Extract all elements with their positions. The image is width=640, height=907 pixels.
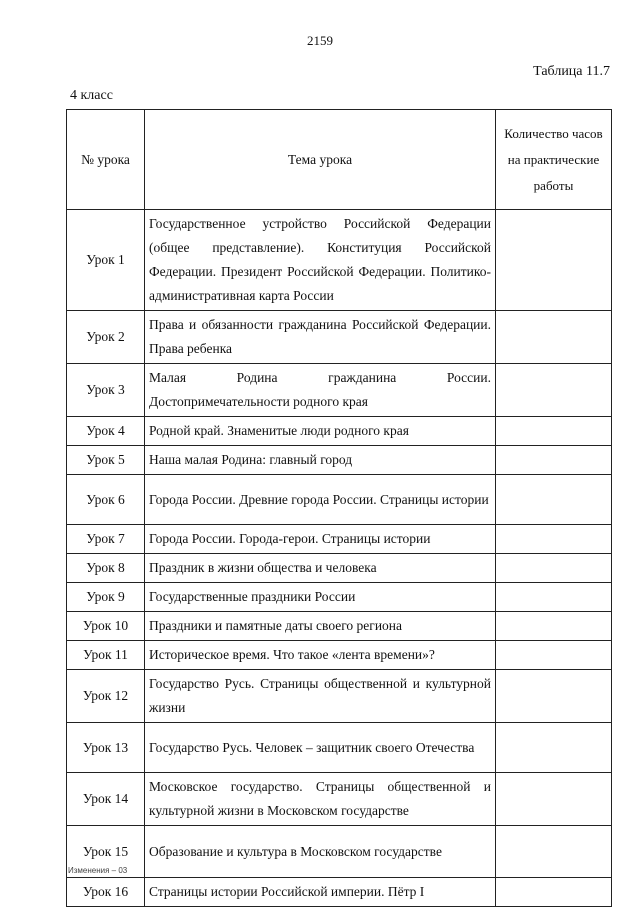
lesson-number: Урок 10 (67, 612, 145, 641)
table-row (67, 723, 612, 773)
lessons-table (66, 109, 612, 907)
grade-label: 4 класс (70, 88, 113, 103)
lesson-number: Урок 5 (67, 446, 145, 475)
lesson-number: Урок 4 (67, 417, 145, 446)
lesson-number: Урок 16 (67, 878, 145, 907)
table-row (67, 826, 612, 878)
lesson-topic: Государственное устройство Российской Федерации (общее представление). Конституция Российской Федерации. Президент Российской Федерации. Политико-административная карта России (145, 210, 496, 311)
lesson-topic: Праздник в жизни общества и человека (145, 554, 496, 583)
lesson-number: Урок 11 (67, 641, 145, 670)
lesson-hours (496, 670, 612, 723)
lesson-topic: Московское государство. Страницы общественной и культурной жизни в Московском государстве (145, 773, 496, 826)
table-row (67, 364, 612, 417)
header-practical-hours: Количество часов на практические работы (496, 110, 612, 210)
lesson-hours (496, 475, 612, 525)
lesson-number: Урок 15 (67, 826, 145, 878)
table-row (67, 210, 612, 311)
lesson-number: Урок 7 (67, 525, 145, 554)
table-row (67, 475, 612, 525)
lesson-number: Урок 12 (67, 670, 145, 723)
header-lesson-number: № урока (67, 110, 145, 210)
lesson-hours (496, 773, 612, 826)
lesson-hours (496, 583, 612, 612)
lesson-hours (496, 364, 612, 417)
lesson-hours (496, 554, 612, 583)
lesson-topic: Государство Русь. Человек – защитник своего Отечества (145, 723, 496, 773)
lesson-hours (496, 641, 612, 670)
lesson-hours (496, 311, 612, 364)
lesson-topic: Страницы истории Российской империи. Пётр I (145, 878, 496, 907)
table-row (67, 446, 612, 475)
lesson-topic: Города России. Города-герои. Страницы истории (145, 525, 496, 554)
lesson-topic: Права и обязанности гражданина Российской Федерации. Права ребенка (145, 311, 496, 364)
lesson-hours (496, 826, 612, 878)
lesson-topic: Государственные праздники России (145, 583, 496, 612)
lesson-topic: Малая Родина гражданина России. Достопримечательности родного края (145, 364, 496, 417)
lesson-hours (496, 612, 612, 641)
lesson-topic: Образование и культура в Московском государстве (145, 826, 496, 878)
lesson-hours (496, 525, 612, 554)
lesson-number: Урок 2 (67, 311, 145, 364)
lesson-number: Урок 1 (67, 210, 145, 311)
lesson-topic: Праздники и памятные даты своего региона (145, 612, 496, 641)
page-number: 2159 (307, 33, 333, 48)
lesson-number: Урок 6 (67, 475, 145, 525)
lesson-topic: Историческое время. Что такое «лента времени»? (145, 641, 496, 670)
lesson-number: Урок 14 (67, 773, 145, 826)
table-row (67, 612, 612, 641)
lesson-hours (496, 210, 612, 311)
lesson-number: Урок 3 (67, 364, 145, 417)
table-caption: Таблица 11.7 (533, 64, 610, 79)
table-row (67, 773, 612, 826)
header-lesson-topic: Тема урока (145, 110, 496, 210)
lesson-number: Урок 9 (67, 583, 145, 612)
lesson-hours (496, 446, 612, 475)
lesson-topic: Наша малая Родина: главный город (145, 446, 496, 475)
table-row (67, 670, 612, 723)
table-row (67, 525, 612, 554)
table-row (67, 311, 612, 364)
lesson-number: Урок 13 (67, 723, 145, 773)
table-row (67, 878, 612, 907)
lesson-hours (496, 878, 612, 907)
table-row (67, 641, 612, 670)
table-header-row (67, 110, 612, 210)
lesson-topic: Города России. Древние города России. Страницы истории (145, 475, 496, 525)
lesson-hours (496, 417, 612, 446)
table-row (67, 583, 612, 612)
lesson-number: Урок 8 (67, 554, 145, 583)
table-row (67, 417, 612, 446)
lesson-hours (496, 723, 612, 773)
lesson-topic: Государство Русь. Страницы общественной и культурной жизни (145, 670, 496, 723)
lesson-topic: Родной край. Знаменитые люди родного края (145, 417, 496, 446)
footer-revision-note: Изменения – 03 (68, 866, 128, 875)
table-row (67, 554, 612, 583)
